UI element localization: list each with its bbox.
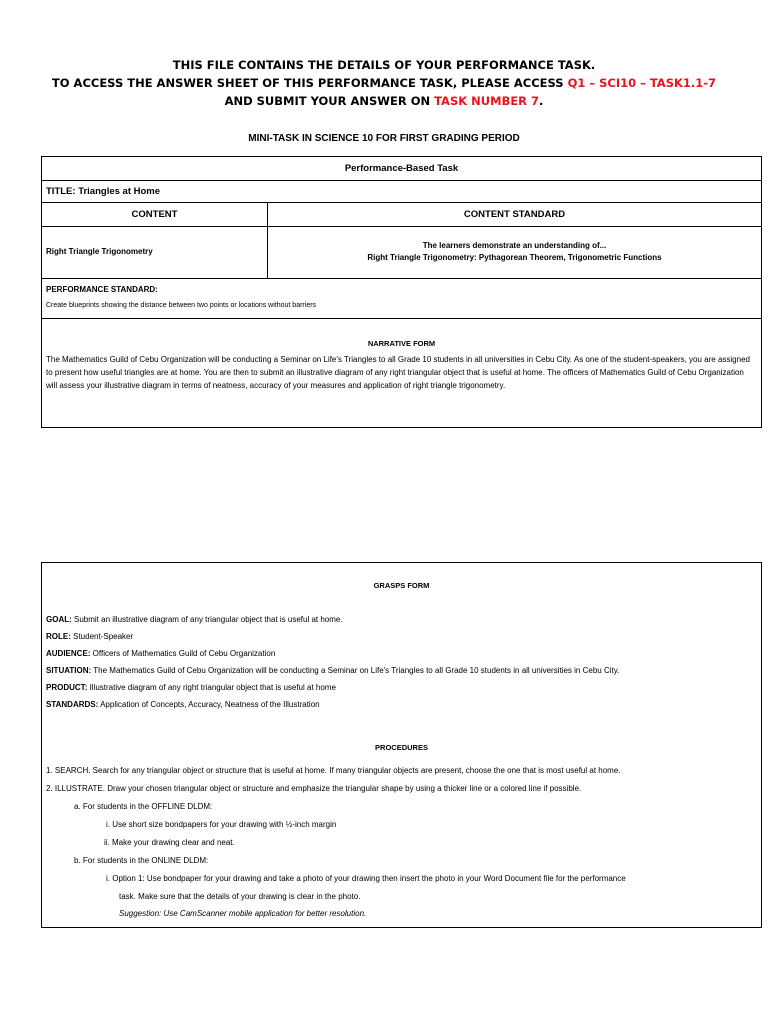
- procedure-step-2a-ii: ii. Make your drawing clear and neat.: [104, 838, 235, 847]
- table-title-row: [42, 157, 761, 181]
- standards-text: Application of Concepts, Accuracy, Neatness of the Illustration: [98, 700, 320, 709]
- standards-label: STANDARDS:: [46, 700, 99, 709]
- goal-label: GOAL:: [46, 615, 72, 624]
- audience-text: Officers of Mathematics Guild of Cebu Organization: [90, 649, 276, 658]
- narrative-title: NARRATIVE FORM: [367, 339, 436, 348]
- performance-task-table: [41, 156, 762, 428]
- procedure-step-2a: a. For students in the OFFLINE DLDM:: [74, 802, 213, 811]
- procedures-title: PROCEDURES: [375, 743, 428, 752]
- table-title: Performance-Based Task: [344, 163, 459, 174]
- grasps-role: [46, 630, 133, 644]
- audience-label: AUDIENCE:: [46, 649, 91, 658]
- role-label: ROLE:: [46, 632, 71, 641]
- performance-standard-label: PERFORMANCE STANDARD:: [46, 285, 158, 294]
- procedure-step-2b-i-line-1: i. Option 1: Use bondpaper for your drawing and take a photo of your drawing then insert the photo in your Word Document file for the performance: [106, 874, 626, 883]
- task-title-row: [42, 181, 761, 203]
- grasps-product: [46, 681, 336, 695]
- content-value: Right Triangle Trigonometry: [46, 247, 153, 256]
- content-header: CONTENT: [131, 209, 178, 220]
- column-divider: [267, 203, 268, 279]
- procedure-step-2b-i-line-2: task. Make sure that the details of your drawing is clear in the photo.: [119, 892, 361, 901]
- procedure-step-2: 2. ILLUSTRATE. Draw your chosen triangular object or structure and emphasize the triangular shape by using a thicker line or a colored line if possible.: [46, 784, 582, 793]
- product-label: PRODUCT:: [46, 683, 88, 692]
- procedure-step-2a-i: i. Use short size bondpapers for your drawing with ½-inch margin: [106, 820, 337, 829]
- content-standard-line-2: Right Triangle Trigonometry: Pythagorean Theorem, Trigonometric Functions: [367, 253, 662, 262]
- content-standard-header: CONTENT STANDARD: [463, 209, 566, 220]
- header-line-3-text: AND SUBMIT YOUR ANSWER ON: [224, 94, 435, 108]
- grasps-standards: [46, 698, 320, 712]
- subtitle: MINI-TASK IN SCIENCE 10 FOR FIRST GRADING PERIOD: [248, 133, 520, 144]
- header-line-2-text: TO ACCESS THE ANSWER SHEET OF THIS PERFORMANCE TASK, PLEASE ACCESS: [51, 76, 568, 90]
- header-line-3-period: .: [539, 94, 544, 108]
- situation-text: The Mathematics Guild of Cebu Organization will be conducting a Seminar on Life's Triangles to all Grade 10 students in all universities in Cebu City.: [91, 666, 620, 675]
- procedure-step-2b: b. For students in the ONLINE DLDM:: [74, 856, 209, 865]
- grasps-form-box: [41, 562, 762, 928]
- task-number: TASK NUMBER 7: [434, 94, 540, 108]
- header-line-1: THIS FILE CONTAINS THE DETAILS OF YOUR PERFORMANCE TASK.: [172, 58, 596, 72]
- grasps-audience: [46, 647, 275, 661]
- task-title: TITLE: Triangles at Home: [46, 186, 161, 197]
- product-text: Illustrative diagram of any right triangular object that is useful at home: [87, 683, 336, 692]
- suggestion-note: Suggestion: Use CamScanner mobile application for better resolution.: [119, 909, 367, 918]
- column-header-row: [42, 203, 761, 227]
- answer-sheet-code: Q1 – SCI10 – TASK1.1-7: [567, 76, 717, 90]
- header-line-3: [0, 94, 768, 108]
- content-row: [42, 227, 761, 279]
- narrative-text: The Mathematics Guild of Cebu Organization will be conducting a Seminar on Life's Triangles to all Grade 10 students in all universities in Cebu City. As one of the student-speakers, you are assigned to present how useful triangles are at home. You are then to submit an illustrative diagram of any right triangular object that is useful at home. The officers of Mathematics Guild of Cebu Organization will assess your illustrative diagram in terms of neatness, accuracy of your measures and application of right triangle trigonometry.: [46, 355, 750, 390]
- grasps-goal: [46, 613, 343, 627]
- performance-standard-text: Create blueprints showing the distance between two points or locations without barriers: [46, 302, 317, 309]
- goal-text: Submit an illustrative diagram of any triangular object that is useful at home.: [71, 615, 343, 624]
- procedure-step-1: 1. SEARCH. Search for any triangular object or structure that is useful at home. If many triangular objects are present, choose the one that is most useful at home.: [46, 766, 621, 775]
- role-text: Student-Speaker: [70, 632, 134, 641]
- situation-label: SITUATION:: [46, 666, 92, 675]
- performance-standard-row: [42, 279, 761, 319]
- content-standard-line-1: The learners demonstrate an understanding of...: [422, 241, 607, 250]
- header-line-2: [0, 76, 768, 90]
- grasps-situation: [46, 664, 619, 678]
- grasps-title: GRASPS FORM: [373, 581, 430, 590]
